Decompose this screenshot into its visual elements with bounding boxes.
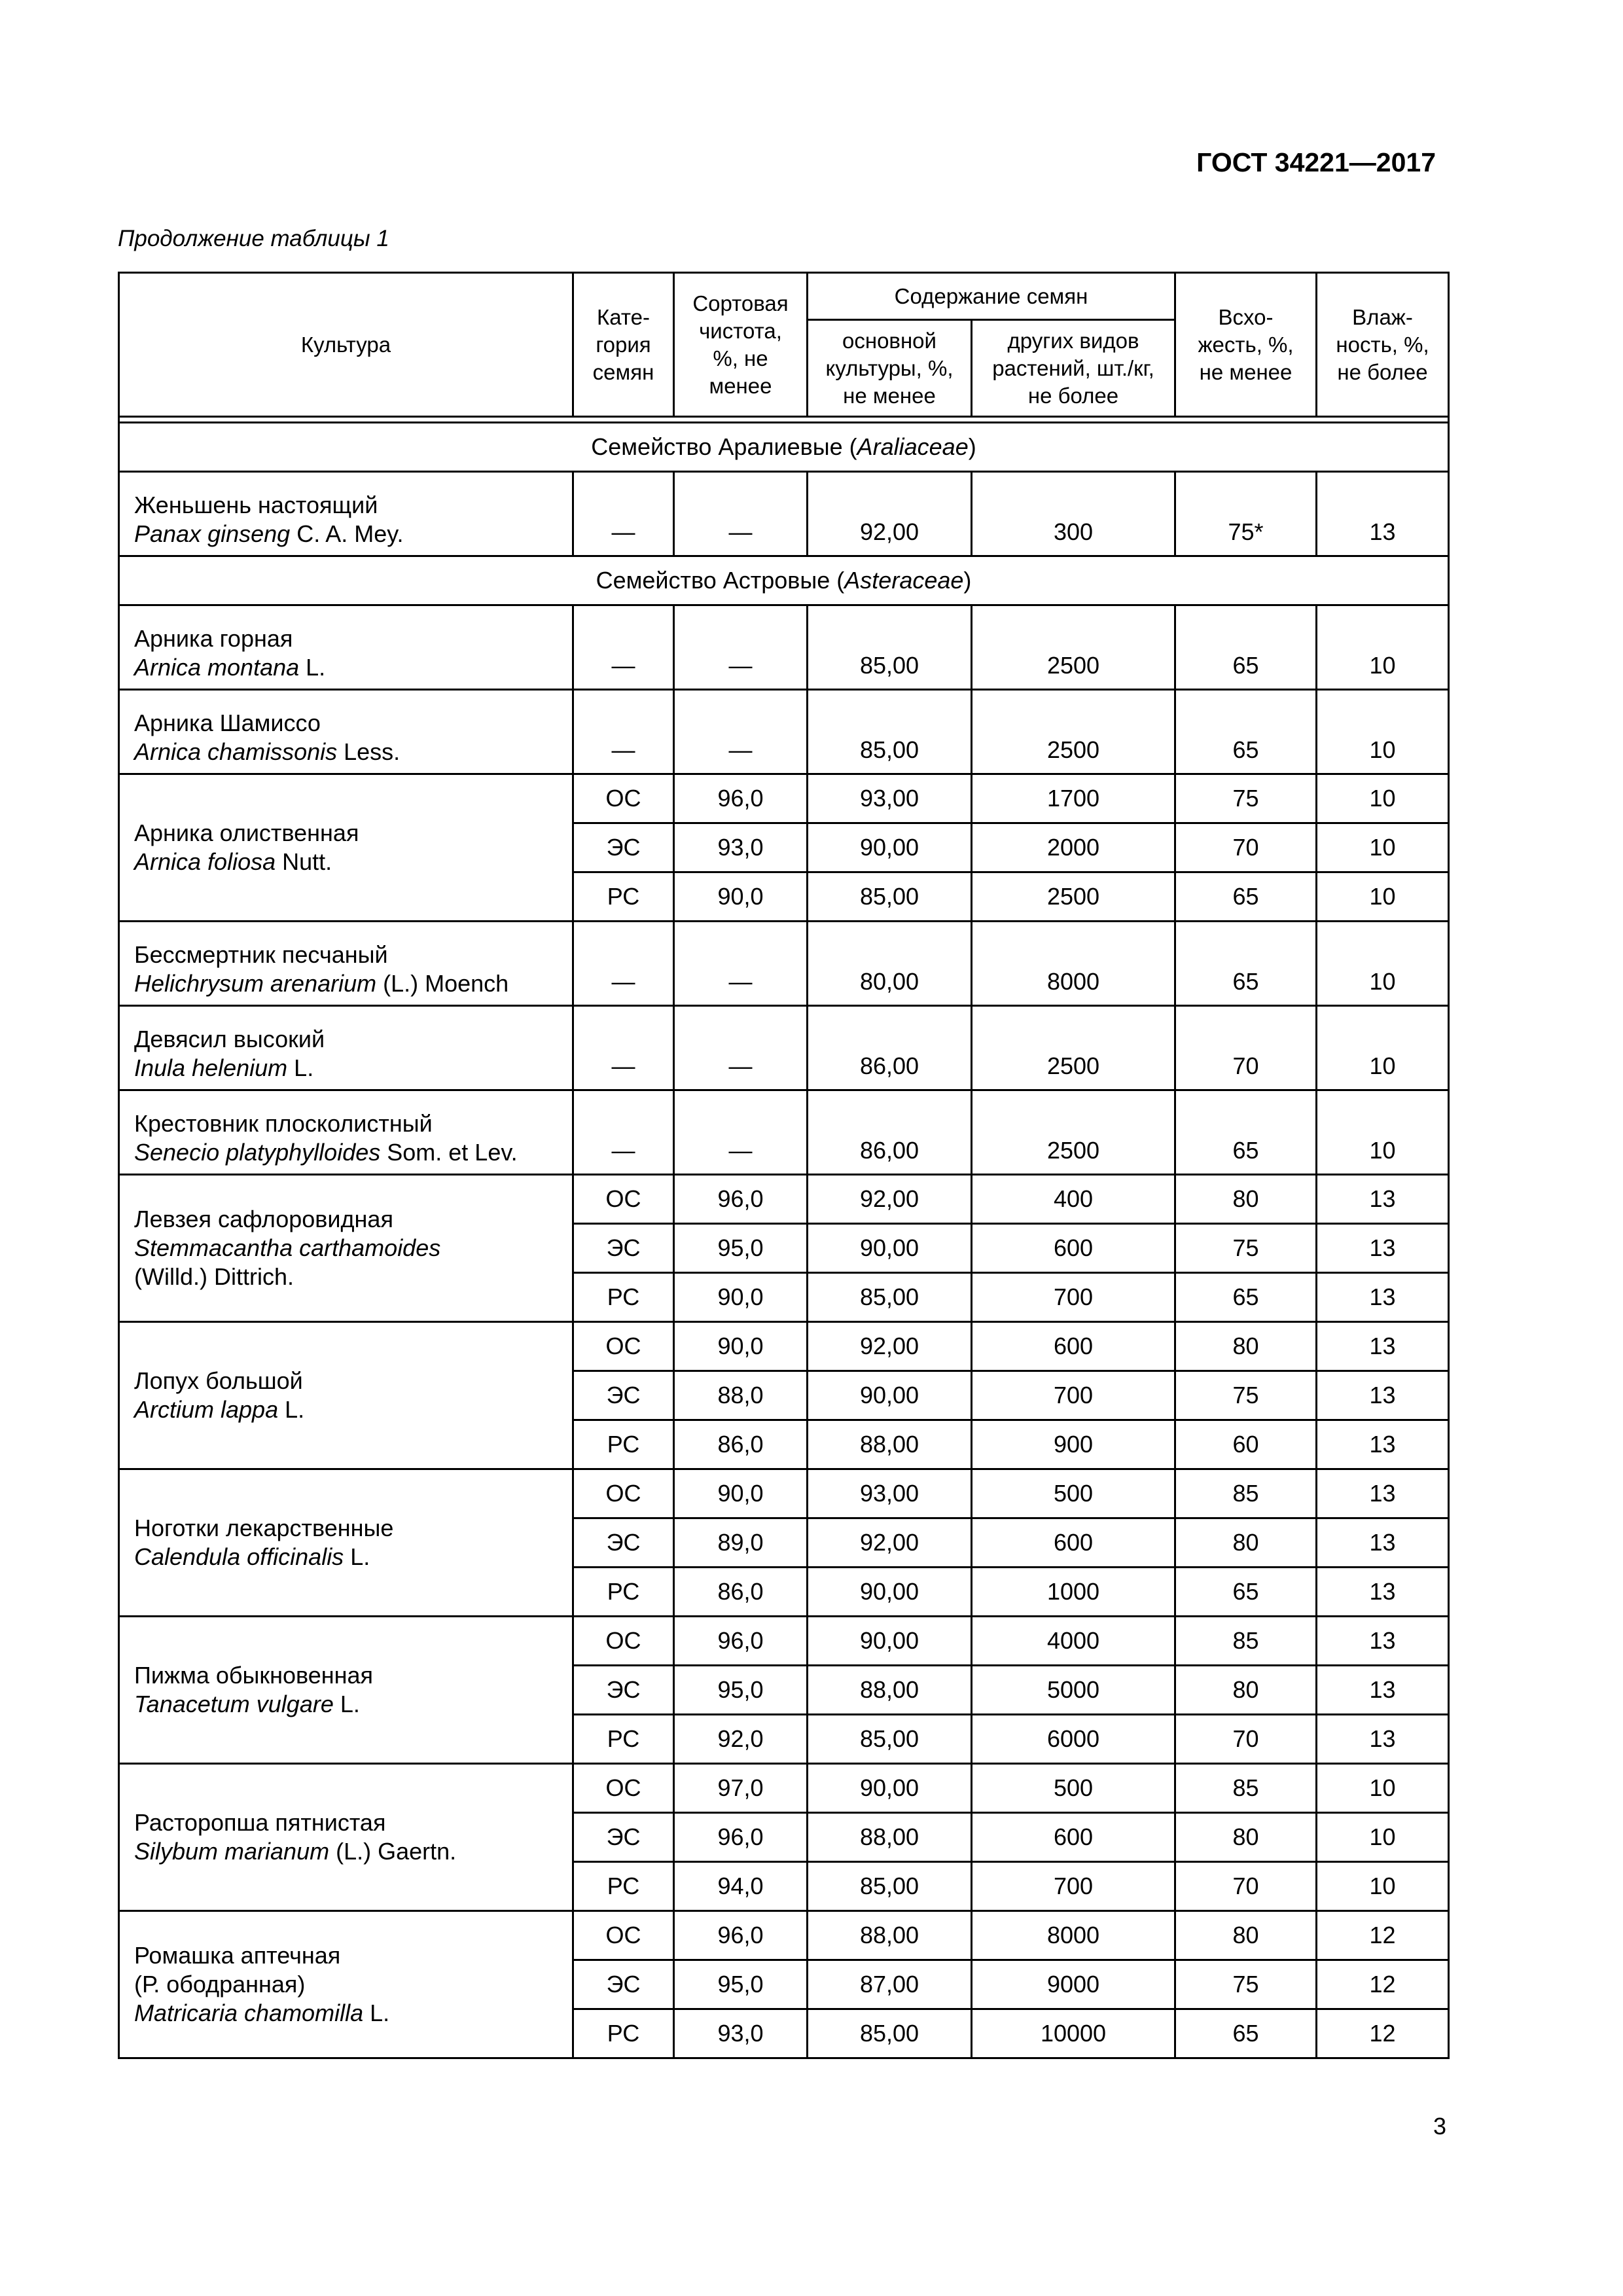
other-species-cell: 4000	[972, 1617, 1175, 1666]
table-row	[119, 774, 1449, 823]
germination-cell: 60	[1175, 1420, 1317, 1469]
culture-name-latin: Tanacetum vulgare	[134, 1691, 334, 1717]
germination-cell: 65	[1175, 605, 1317, 690]
germination-cell: 75	[1175, 1371, 1317, 1420]
category-cell: ЭС	[573, 1518, 674, 1568]
germination-cell: 70	[1175, 1862, 1317, 1911]
culture-name-ru: Арника Шамиссо	[134, 709, 321, 736]
other-species-cell: 8000	[972, 1911, 1175, 1960]
moisture-cell: 10	[1317, 1862, 1449, 1911]
main-crop-cell: 85,00	[808, 605, 972, 690]
purity-cell: 96,0	[674, 1617, 808, 1666]
category-cell: РС	[573, 1568, 674, 1617]
category-cell: РС	[573, 1273, 674, 1322]
moisture-cell: 10	[1317, 922, 1449, 1006]
culture-name-ru: Крестовник плосколистный	[134, 1110, 433, 1137]
main-crop-cell: 80,00	[808, 922, 972, 1006]
moisture-cell: 10	[1317, 823, 1449, 872]
main-crop-cell: 88,00	[808, 1666, 972, 1715]
col-header-germination: Всхо- жесть, %, не менее	[1175, 273, 1317, 417]
culture-name-cell	[119, 1469, 573, 1617]
category-cell: ОС	[573, 1469, 674, 1518]
germination-cell: 70	[1175, 1715, 1317, 1764]
category-cell: ОС	[573, 1764, 674, 1813]
other-species-cell: 900	[972, 1420, 1175, 1469]
culture-name-ru: Бессмертник песчаный	[134, 941, 388, 968]
moisture-cell: 13	[1317, 1371, 1449, 1420]
purity-cell: 96,0	[674, 774, 808, 823]
moisture-cell: 12	[1317, 1911, 1449, 1960]
moisture-cell: 10	[1317, 690, 1449, 774]
category-cell: ЭС	[573, 823, 674, 872]
main-crop-cell: 88,00	[808, 1813, 972, 1862]
main-crop-cell: 87,00	[808, 1960, 972, 2009]
germination-cell: 80	[1175, 1666, 1317, 1715]
culture-name-cell	[119, 472, 573, 556]
other-species-cell: 400	[972, 1175, 1175, 1224]
main-crop-cell: 92,00	[808, 472, 972, 556]
other-species-cell: 2500	[972, 605, 1175, 690]
moisture-cell: 13	[1317, 1175, 1449, 1224]
culture-name-ru: Арника горная	[134, 625, 293, 652]
purity-cell: 93,0	[674, 2009, 808, 2058]
germination-cell: 70	[1175, 1006, 1317, 1090]
culture-name-cell	[119, 605, 573, 690]
table-row	[119, 1764, 1449, 1813]
main-crop-cell: 90,00	[808, 1371, 972, 1420]
culture-name-latin: Arnica chamissonis	[134, 738, 338, 765]
culture-author: L.	[363, 2000, 390, 2026]
other-species-cell: 6000	[972, 1715, 1175, 1764]
main-crop-cell: 92,00	[808, 1322, 972, 1371]
other-species-cell: 2500	[972, 690, 1175, 774]
purity-cell: 94,0	[674, 1862, 808, 1911]
table-row	[119, 472, 1449, 556]
family-name-end: )	[963, 567, 972, 594]
table-row	[119, 922, 1449, 1006]
purity-cell: —	[674, 922, 808, 1006]
germination-cell: 75	[1175, 1224, 1317, 1273]
culture-name-cell	[119, 774, 573, 922]
category-cell: —	[573, 690, 674, 774]
table-row	[119, 690, 1449, 774]
purity-cell: 88,0	[674, 1371, 808, 1420]
germination-cell: 65	[1175, 922, 1317, 1006]
culture-name-cell	[119, 1617, 573, 1764]
moisture-cell: 12	[1317, 1960, 1449, 2009]
other-species-cell: 8000	[972, 922, 1175, 1006]
culture-name-latin: Senecio platyphylloides	[134, 1139, 381, 1166]
purity-cell: 90,0	[674, 872, 808, 922]
culture-author: Som. et Lev.	[380, 1139, 518, 1166]
table-body	[119, 423, 1449, 2058]
other-species-cell: 600	[972, 1224, 1175, 1273]
category-cell: ОС	[573, 1322, 674, 1371]
moisture-cell: 13	[1317, 1322, 1449, 1371]
germination-cell: 80	[1175, 1813, 1317, 1862]
main-crop-cell: 85,00	[808, 872, 972, 922]
germination-cell: 85	[1175, 1764, 1317, 1813]
culture-author: Nutt.	[276, 848, 332, 875]
category-cell: РС	[573, 872, 674, 922]
purity-cell: 89,0	[674, 1518, 808, 1568]
culture-author: (L.) Moench	[376, 970, 509, 997]
other-species-cell: 1000	[972, 1568, 1175, 1617]
main-crop-cell: 86,00	[808, 1090, 972, 1175]
category-cell: РС	[573, 1420, 674, 1469]
other-species-cell: 600	[972, 1813, 1175, 1862]
culture-name-ru: Левзея сафлоровидная	[134, 1206, 393, 1232]
table-row	[119, 1006, 1449, 1090]
culture-name-ru: Лопух большой	[134, 1367, 303, 1394]
table-row	[119, 1911, 1449, 1960]
category-cell: ОС	[573, 1175, 674, 1224]
culture-author: L.	[344, 1543, 370, 1570]
col-header-category: Кате- гория семян	[573, 273, 674, 417]
category-cell: ОС	[573, 1911, 674, 1960]
main-crop-cell: 90,00	[808, 1568, 972, 1617]
germination-cell: 80	[1175, 1322, 1317, 1371]
germination-cell: 75	[1175, 1960, 1317, 2009]
culture-author: C. A. Mey.	[290, 520, 404, 547]
table-row	[119, 1469, 1449, 1518]
family-name-ru: Семейство Астровые (	[596, 567, 845, 594]
culture-name-cell	[119, 1090, 573, 1175]
germination-cell: 80	[1175, 1911, 1317, 1960]
main-crop-cell: 85,00	[808, 2009, 972, 2058]
culture-author: L.	[299, 654, 326, 681]
main-crop-cell: 93,00	[808, 774, 972, 823]
purity-cell: —	[674, 1090, 808, 1175]
germination-cell: 65	[1175, 872, 1317, 922]
main-crop-cell: 85,00	[808, 1273, 972, 1322]
table-row	[119, 1090, 1449, 1175]
culture-name-ru: Расторопша пятнистая	[134, 1809, 386, 1836]
main-crop-cell: 90,00	[808, 823, 972, 872]
other-species-cell: 500	[972, 1469, 1175, 1518]
purity-cell: 96,0	[674, 1813, 808, 1862]
category-cell: ОС	[573, 1617, 674, 1666]
culture-name-latin: Silybum marianum	[134, 1838, 330, 1865]
culture-name-ru: Девясил высокий	[134, 1026, 325, 1052]
table-row	[119, 605, 1449, 690]
category-cell: —	[573, 1006, 674, 1090]
family-name-ru: Семейство Аралиевые (	[591, 433, 857, 460]
moisture-cell: 10	[1317, 605, 1449, 690]
family-name-end: )	[968, 433, 976, 460]
main-crop-cell: 85,00	[808, 1715, 972, 1764]
purity-cell: —	[674, 1006, 808, 1090]
purity-cell: 97,0	[674, 1764, 808, 1813]
family-row	[119, 556, 1449, 605]
moisture-cell: 13	[1317, 1568, 1449, 1617]
culture-name-latin: Arnica montana	[134, 654, 300, 681]
category-cell: ЭС	[573, 1960, 674, 2009]
main-crop-cell: 86,00	[808, 1006, 972, 1090]
germination-cell: 65	[1175, 1273, 1317, 1322]
moisture-cell: 13	[1317, 1666, 1449, 1715]
moisture-cell: 10	[1317, 1006, 1449, 1090]
other-species-cell: 2500	[972, 872, 1175, 922]
germination-cell: 70	[1175, 823, 1317, 872]
culture-name-latin: Matricaria chamomilla	[134, 2000, 364, 2026]
purity-cell: 96,0	[674, 1911, 808, 1960]
moisture-cell: 13	[1317, 1420, 1449, 1469]
category-cell: РС	[573, 2009, 674, 2058]
purity-cell: 95,0	[674, 1224, 808, 1273]
purity-cell: 90,0	[674, 1322, 808, 1371]
main-crop-cell: 93,00	[808, 1469, 972, 1518]
main-crop-cell: 85,00	[808, 1862, 972, 1911]
col-header-other-species: других видов растений, шт./кг, не более	[972, 320, 1175, 417]
culture-name-cell	[119, 1764, 573, 1911]
category-cell: ЭС	[573, 1666, 674, 1715]
other-species-cell: 10000	[972, 2009, 1175, 2058]
other-species-cell: 2000	[972, 823, 1175, 872]
family-heading	[119, 556, 1449, 605]
culture-author: L.	[287, 1054, 314, 1081]
other-species-cell: 2500	[972, 1006, 1175, 1090]
culture-author: Less.	[337, 738, 401, 765]
table-caption: Продолжение таблицы 1	[118, 226, 389, 251]
col-header-purity: Сортовая чистота, %, не менее	[674, 273, 808, 417]
culture-name-latin: Inula helenium	[134, 1054, 288, 1081]
culture-name-latin: Panax ginseng	[134, 520, 291, 547]
seed-quality-table	[118, 272, 1450, 2059]
other-species-cell: 700	[972, 1273, 1175, 1322]
purity-cell: 90,0	[674, 1273, 808, 1322]
main-crop-cell: 88,00	[808, 1911, 972, 1960]
moisture-cell: 13	[1317, 1617, 1449, 1666]
table-row	[119, 1322, 1449, 1371]
other-species-cell: 2500	[972, 1090, 1175, 1175]
culture-name-cell	[119, 922, 573, 1006]
purity-cell: 95,0	[674, 1666, 808, 1715]
other-species-cell: 600	[972, 1518, 1175, 1568]
family-heading	[119, 423, 1449, 472]
germination-cell: 75*	[1175, 472, 1317, 556]
culture-name-cell	[119, 1911, 573, 2058]
other-species-cell: 500	[972, 1764, 1175, 1813]
moisture-cell: 12	[1317, 2009, 1449, 2058]
purity-cell: —	[674, 472, 808, 556]
culture-name-latin: Arctium lappa	[134, 1396, 279, 1423]
moisture-cell: 13	[1317, 1224, 1449, 1273]
category-cell: РС	[573, 1715, 674, 1764]
table-row	[119, 1175, 1449, 1224]
purity-cell: —	[674, 605, 808, 690]
culture-author: L.	[278, 1396, 305, 1423]
moisture-cell: 13	[1317, 1273, 1449, 1322]
purity-cell: 86,0	[674, 1420, 808, 1469]
culture-name-cell	[119, 690, 573, 774]
main-crop-cell: 90,00	[808, 1764, 972, 1813]
family-row	[119, 423, 1449, 472]
category-cell: ЭС	[573, 1813, 674, 1862]
col-header-culture: Культура	[119, 273, 573, 417]
purity-cell: —	[674, 690, 808, 774]
main-crop-cell: 88,00	[808, 1420, 972, 1469]
purity-cell: 96,0	[674, 1175, 808, 1224]
culture-name-ru: Арника олиственная	[134, 819, 359, 846]
category-cell: РС	[573, 1862, 674, 1911]
table-row	[119, 1617, 1449, 1666]
culture-author-extra: (Willd.) Dittrich.	[134, 1263, 294, 1290]
culture-author: (L.) Gaertn.	[329, 1838, 457, 1865]
main-crop-cell: 90,00	[808, 1617, 972, 1666]
page-number: 3	[1433, 2113, 1446, 2140]
other-species-cell: 300	[972, 472, 1175, 556]
other-species-cell: 1700	[972, 774, 1175, 823]
moisture-cell: 13	[1317, 1518, 1449, 1568]
main-crop-cell: 90,00	[808, 1224, 972, 1273]
germination-cell: 65	[1175, 690, 1317, 774]
germination-cell: 75	[1175, 774, 1317, 823]
category-cell: —	[573, 472, 674, 556]
other-species-cell: 700	[972, 1862, 1175, 1911]
category-cell: —	[573, 922, 674, 1006]
culture-name-ru: Пижма обыкновенная	[134, 1662, 374, 1689]
purity-cell: 92,0	[674, 1715, 808, 1764]
purity-cell: 86,0	[674, 1568, 808, 1617]
germination-cell: 85	[1175, 1469, 1317, 1518]
col-header-moisture: Влаж- ность, %, не более	[1317, 273, 1449, 417]
col-header-main-crop: основной культуры, %, не менее	[808, 320, 972, 417]
purity-cell: 95,0	[674, 1960, 808, 2009]
moisture-cell: 10	[1317, 1090, 1449, 1175]
culture-name-ru: Женьшень настоящий	[134, 492, 378, 518]
category-cell: —	[573, 1090, 674, 1175]
category-cell: ОС	[573, 774, 674, 823]
family-name-latin: Asteraceae	[844, 567, 964, 594]
other-species-cell: 5000	[972, 1666, 1175, 1715]
category-cell: ЭС	[573, 1224, 674, 1273]
culture-name-cell	[119, 1006, 573, 1090]
germination-cell: 85	[1175, 1617, 1317, 1666]
col-header-seed-content: Содержание семян	[808, 273, 1175, 320]
culture-name-ru: Ромашка аптечная	[134, 1942, 341, 1969]
main-crop-cell: 92,00	[808, 1518, 972, 1568]
purity-cell: 90,0	[674, 1469, 808, 1518]
culture-name-latin: Calendula officinalis	[134, 1543, 344, 1570]
germination-cell: 65	[1175, 1090, 1317, 1175]
culture-name-cell	[119, 1322, 573, 1469]
germination-cell: 65	[1175, 1568, 1317, 1617]
document-code: ГОСТ 34221—2017	[1196, 147, 1436, 177]
other-species-cell: 9000	[972, 1960, 1175, 2009]
purity-cell: 93,0	[674, 823, 808, 872]
main-crop-cell: 85,00	[808, 690, 972, 774]
moisture-cell: 13	[1317, 1715, 1449, 1764]
culture-name-latin: Arnica foliosa	[134, 848, 276, 875]
category-cell: ЭС	[573, 1371, 674, 1420]
culture-author: L.	[333, 1691, 360, 1717]
other-species-cell: 600	[972, 1322, 1175, 1371]
culture-name-latin: Helichrysum arenarium	[134, 970, 377, 997]
main-crop-cell: 92,00	[808, 1175, 972, 1224]
moisture-cell: 10	[1317, 1813, 1449, 1862]
moisture-cell: 10	[1317, 872, 1449, 922]
germination-cell: 80	[1175, 1518, 1317, 1568]
other-species-cell: 700	[972, 1371, 1175, 1420]
category-cell: —	[573, 605, 674, 690]
moisture-cell: 13	[1317, 1469, 1449, 1518]
culture-name-ru-alt: (Р. ободранная)	[134, 1971, 306, 1998]
family-name-latin: Araliaceae	[857, 433, 969, 460]
moisture-cell: 13	[1317, 472, 1449, 556]
germination-cell: 80	[1175, 1175, 1317, 1224]
moisture-cell: 10	[1317, 1764, 1449, 1813]
moisture-cell: 10	[1317, 774, 1449, 823]
culture-name-latin: Stemmacantha carthamoides	[134, 1234, 441, 1261]
germination-cell: 65	[1175, 2009, 1317, 2058]
culture-name-ru: Ноготки лекарственные	[134, 1515, 394, 1541]
culture-name-cell	[119, 1175, 573, 1322]
